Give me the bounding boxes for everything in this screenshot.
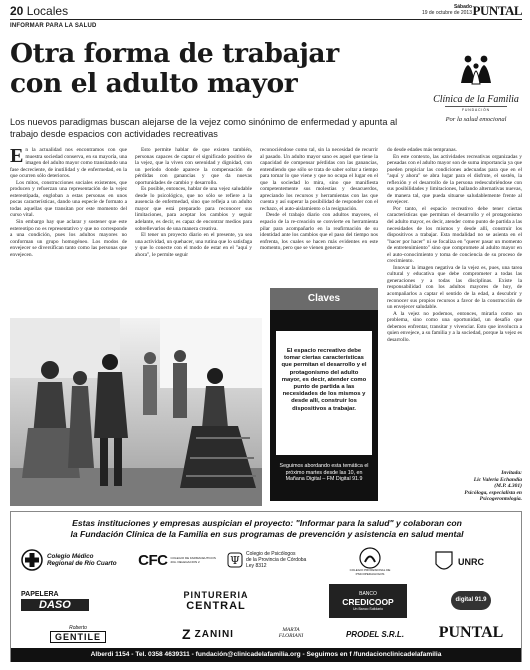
colegio-psicologos-logo: Ψ Colegio de Psicólogos de la Provincia de Córdoba Ley 8312 — [227, 544, 331, 576]
roberto-gentile-logo: Roberto GENTILE — [33, 622, 123, 646]
masthead-date: 19 de octubre de 2013 — [421, 10, 472, 16]
article-paragraph: do desde edades más tempranas. — [387, 147, 457, 153]
article-paragraph: Sin embargo hay que aclarar y sostener que este estereotipo no es representativo y que no corresponde a una condición, pues los adultos mayores no conforman un grupo homogéneo. Los modos de envejecer se diversifican tanto como las personas que envejecen. — [10, 219, 127, 258]
prodel-logo: PRODEL S.R.L. — [345, 629, 405, 639]
clinic-logo — [430, 53, 522, 123]
photo-illustration — [10, 318, 262, 506]
headline-line-2: con el adulto mayor — [10, 68, 298, 99]
article-paragraph: Por tanto, el espacio recreativo debe tener ciertas características que permitan el desarrollo y el protagonismo del adulto mayor, es decir, atender como punto de partida a las necesidades de los mismos y desde allí, construir los dispositivos a trabajar. Esta modalidad no se asienta en el "hacer por hacer" ni se focaliza en "querer pasar un momento de entretenimiento" sino que compromete al adulto mayor en el auto-conocimiento y toma de conciencia de su proceso de crecimiento. — [387, 205, 522, 265]
article-paragraph: Los mitos, construcciones sociales existentes, que producen y refuerzan una representación de la vejez estereotipada, engloban a estas personas en unos pocas características, dando una especie de formato a todas aquellas que transitan por este momento del curso vital. — [10, 179, 127, 219]
claves-quote-box — [276, 331, 372, 455]
digital-919-logo: digital 91.9 — [451, 584, 491, 616]
signature-invited: Invitada: — [501, 470, 522, 476]
article-column-1 — [10, 147, 127, 297]
article-paragraph: Innovar la imagen negativa de la vejez es, pues, una tarea cultural y educativa que debe comprometer a todas las generaciones y a todas las disciplinas. Existe la responsabilidad con los adultos mayores de hoy, de acompañarlos a captar el sentido de la edad, a descubrir y reconocer sus propios recursos a favor de la construcción de un envejecer saludable. — [387, 264, 522, 311]
headline — [10, 39, 420, 99]
banco-credicoop-logo: BANCO CREDICOOP Un Banco Solidario — [329, 584, 407, 618]
subtitle: Los nuevos paradigmas buscan alejarse de la vejez como sinónimo de enfermedad y apunta al trabajo desde espacios con actividades recreativas — [10, 117, 398, 139]
article-column-2 — [135, 147, 252, 297]
newspaper-logo: PUNTAL — [472, 3, 522, 18]
medical-cross-icon — [21, 549, 43, 571]
signature-name: Lic Valeria Echandía — [473, 476, 522, 483]
colegio-medico-logo: Colegio Médico Regional de Río Cuarto — [21, 546, 126, 574]
psicopedagogos-emblem-icon — [359, 547, 381, 569]
psi-icon — [227, 552, 243, 568]
marta-floriani-logo: MARTA FLORIANI — [278, 627, 304, 639]
article-paragraph: Esto permite hablar de que existen también, personas capaces de captar el significado positivo de la vejez, que la viven con serenidad y dignidad, con un período donde aparece la compensación de pérdidas con ganancias y que da nuevas oportunidades de cambio y desarrollo. — [135, 147, 252, 186]
sponsors-footer: Alberdi 1154 - Tel. 0358 4639311 - fundación@clinicadelafamilia.org - Seguimos en f /fundacionclinicadelafamilia — [11, 648, 521, 662]
claves-footer: Seguimos abordando esta temática el próximo martes desde las 10, en Mañana Digital – FM Digital 91.9 — [279, 463, 369, 482]
masthead-day: Sábado — [453, 4, 472, 10]
article-paragraph: reconociéndose como tal, sin la necesidad de recurrir al pasado. Un adulto mayor sano es aquel que tiene la capacidad de compensar pérdidas con las ganancias, entendiendo que sólo se trata de saber soltar a tiempo para tomar lo que viene y que no ocupa el lugar en el que la sociedad lo mira, sino que manifiesta competentemente sus molestias y desacuerdos, apreciando los recursos y herramientas con las que cuenta y así superar la posibilidad de responder con el rechazo, el auto-aislamiento o la resignación. — [260, 147, 378, 212]
article-paragraph: El tener un proyecto diario en el presente, ya sea una actividad, un quehacer, una rutina que lo satisfaga y que lo conecte con el modo de estar en el "aquí y ahora", le permite seguir — [135, 232, 252, 258]
dancing-seniors-photo — [10, 318, 262, 506]
sponsors-header — [19, 518, 515, 540]
clinic-fundacion: FUNDACIÓN — [445, 106, 507, 112]
zanini-z-icon: Z — [182, 626, 191, 642]
article-column-4 — [387, 147, 522, 503]
papelera-logo: PAPELERA DASO — [21, 588, 126, 614]
unrc-logo: UNRC — [409, 542, 509, 582]
sponsors-header-line-2: la Fundación Clínica de la Familia en sus programas de prevención y asistencia en salud mental — [70, 529, 464, 539]
article-paragraph: En la actualidad nos encontramos con que muestra sociedad conserva, en su mayoría, una imagen del adulto mayor como transitando una fase decreciente, de inutilidad y de enfermedad, en la que ocurren sólo deterioros. — [10, 147, 127, 180]
signature-role-1: Psicóloga, especialista en — [464, 489, 522, 496]
family-figures-icon — [457, 53, 495, 87]
drop-cap: E — [10, 147, 24, 167]
article-paragraph: Desde el trabajo diario con adultos mayores, el espacio de la re-creación se convierte en herramienta pilar para acompañarlo en la reafirmación de su identidad ante los cambios que el paso del tiempo nos enfrenta, los cuales se hacen más evidentes en este momento, pero que se vienen generan- — [260, 212, 378, 252]
cfc-logo: CFC COLEGIO DE FARMACEUTICOS 20A. DELEGACION 2 — [138, 551, 216, 569]
sponsors-header-line-1: Estas instituciones y empresas auspician el proyecto: "Informar para la salud" y colaboran con — [72, 518, 462, 528]
claves-title: Claves — [270, 288, 378, 310]
svg-text:Ψ: Ψ — [230, 554, 240, 567]
puntal-logo: PUNTAL — [438, 624, 504, 641]
page-number: 20 Locales — [10, 4, 69, 18]
section-kicker: INFORMAR PARA LA SALUD — [10, 23, 97, 29]
pintureria-central-logo: PINTURERIA CENTRAL — [183, 590, 249, 612]
article-column-3 — [260, 147, 378, 283]
psicopedagogos-logo: COLEGIO PROFESIONAL DE PSICOPEDAGOGOS — [337, 542, 403, 582]
signature-role-2: Psicogerontología. — [479, 496, 522, 503]
article-paragraph: Es posible, entonces, hablar de una vejez saludable desde lo psicológico, que no sólo se refiere a la ausencia de enfermedad, sino que refleja a un adulto mayor que está preparado para reconocer sus limitaciones, para aceptar los cambios y seguir adelante, es decir, es capaz de encontrar medios para sobrellevarlos de una manera creativa. — [135, 186, 252, 232]
university-shield-icon — [434, 550, 454, 574]
signature-license: (M.P. 4.301) — [494, 483, 522, 490]
zanini-logo: Z ZANINI — [182, 626, 234, 642]
header-rule — [10, 19, 522, 20]
clinic-name: Clínica de la Familia — [433, 94, 519, 105]
page-header — [10, 4, 522, 18]
clinic-tagline: Por la salud emocional — [445, 116, 507, 123]
article-paragraph: En este contexto, las actividades recreativas organizadas y pensadas con el adulto mayor son de suma importancia ya que pueden propiciar las condiciones adecuadas para que en el "aquí y ahora" se abra lugar para el disfrute, el sostén, la reflexión y el desarrollo de la persona redescubriéndose con sus posibilidades y limitaciones, hallando alternativas nuevas, de manera tal, que pueda situarse saludablemente frente al envejecer. — [387, 153, 522, 206]
headline-line-1: Otra forma de trabajar — [10, 38, 339, 69]
sponsors-banner — [10, 511, 522, 662]
section-name: Locales — [26, 4, 69, 18]
claves-sidebar — [270, 288, 378, 501]
article-paragraph: A la vejez no podemos, entonces, mirarla como un problema, sino como una oportunidad, un desafío que debemos enfrentar, transitar y vivenciar. Esto que involucra a quien envejece, a su familia y a la sociedad, porque la vejez es desarrollo. — [387, 310, 522, 343]
author-signature — [387, 470, 522, 503]
claves-quote: El espacio recreativo debe tomar ciertas características que permitan el desarrollo y el protagonismo del adulto mayor, es decir, atender como punto de partida a las necesidades de los mismos y desde allí, construir los dispositivos a trabajar. — [281, 348, 367, 412]
